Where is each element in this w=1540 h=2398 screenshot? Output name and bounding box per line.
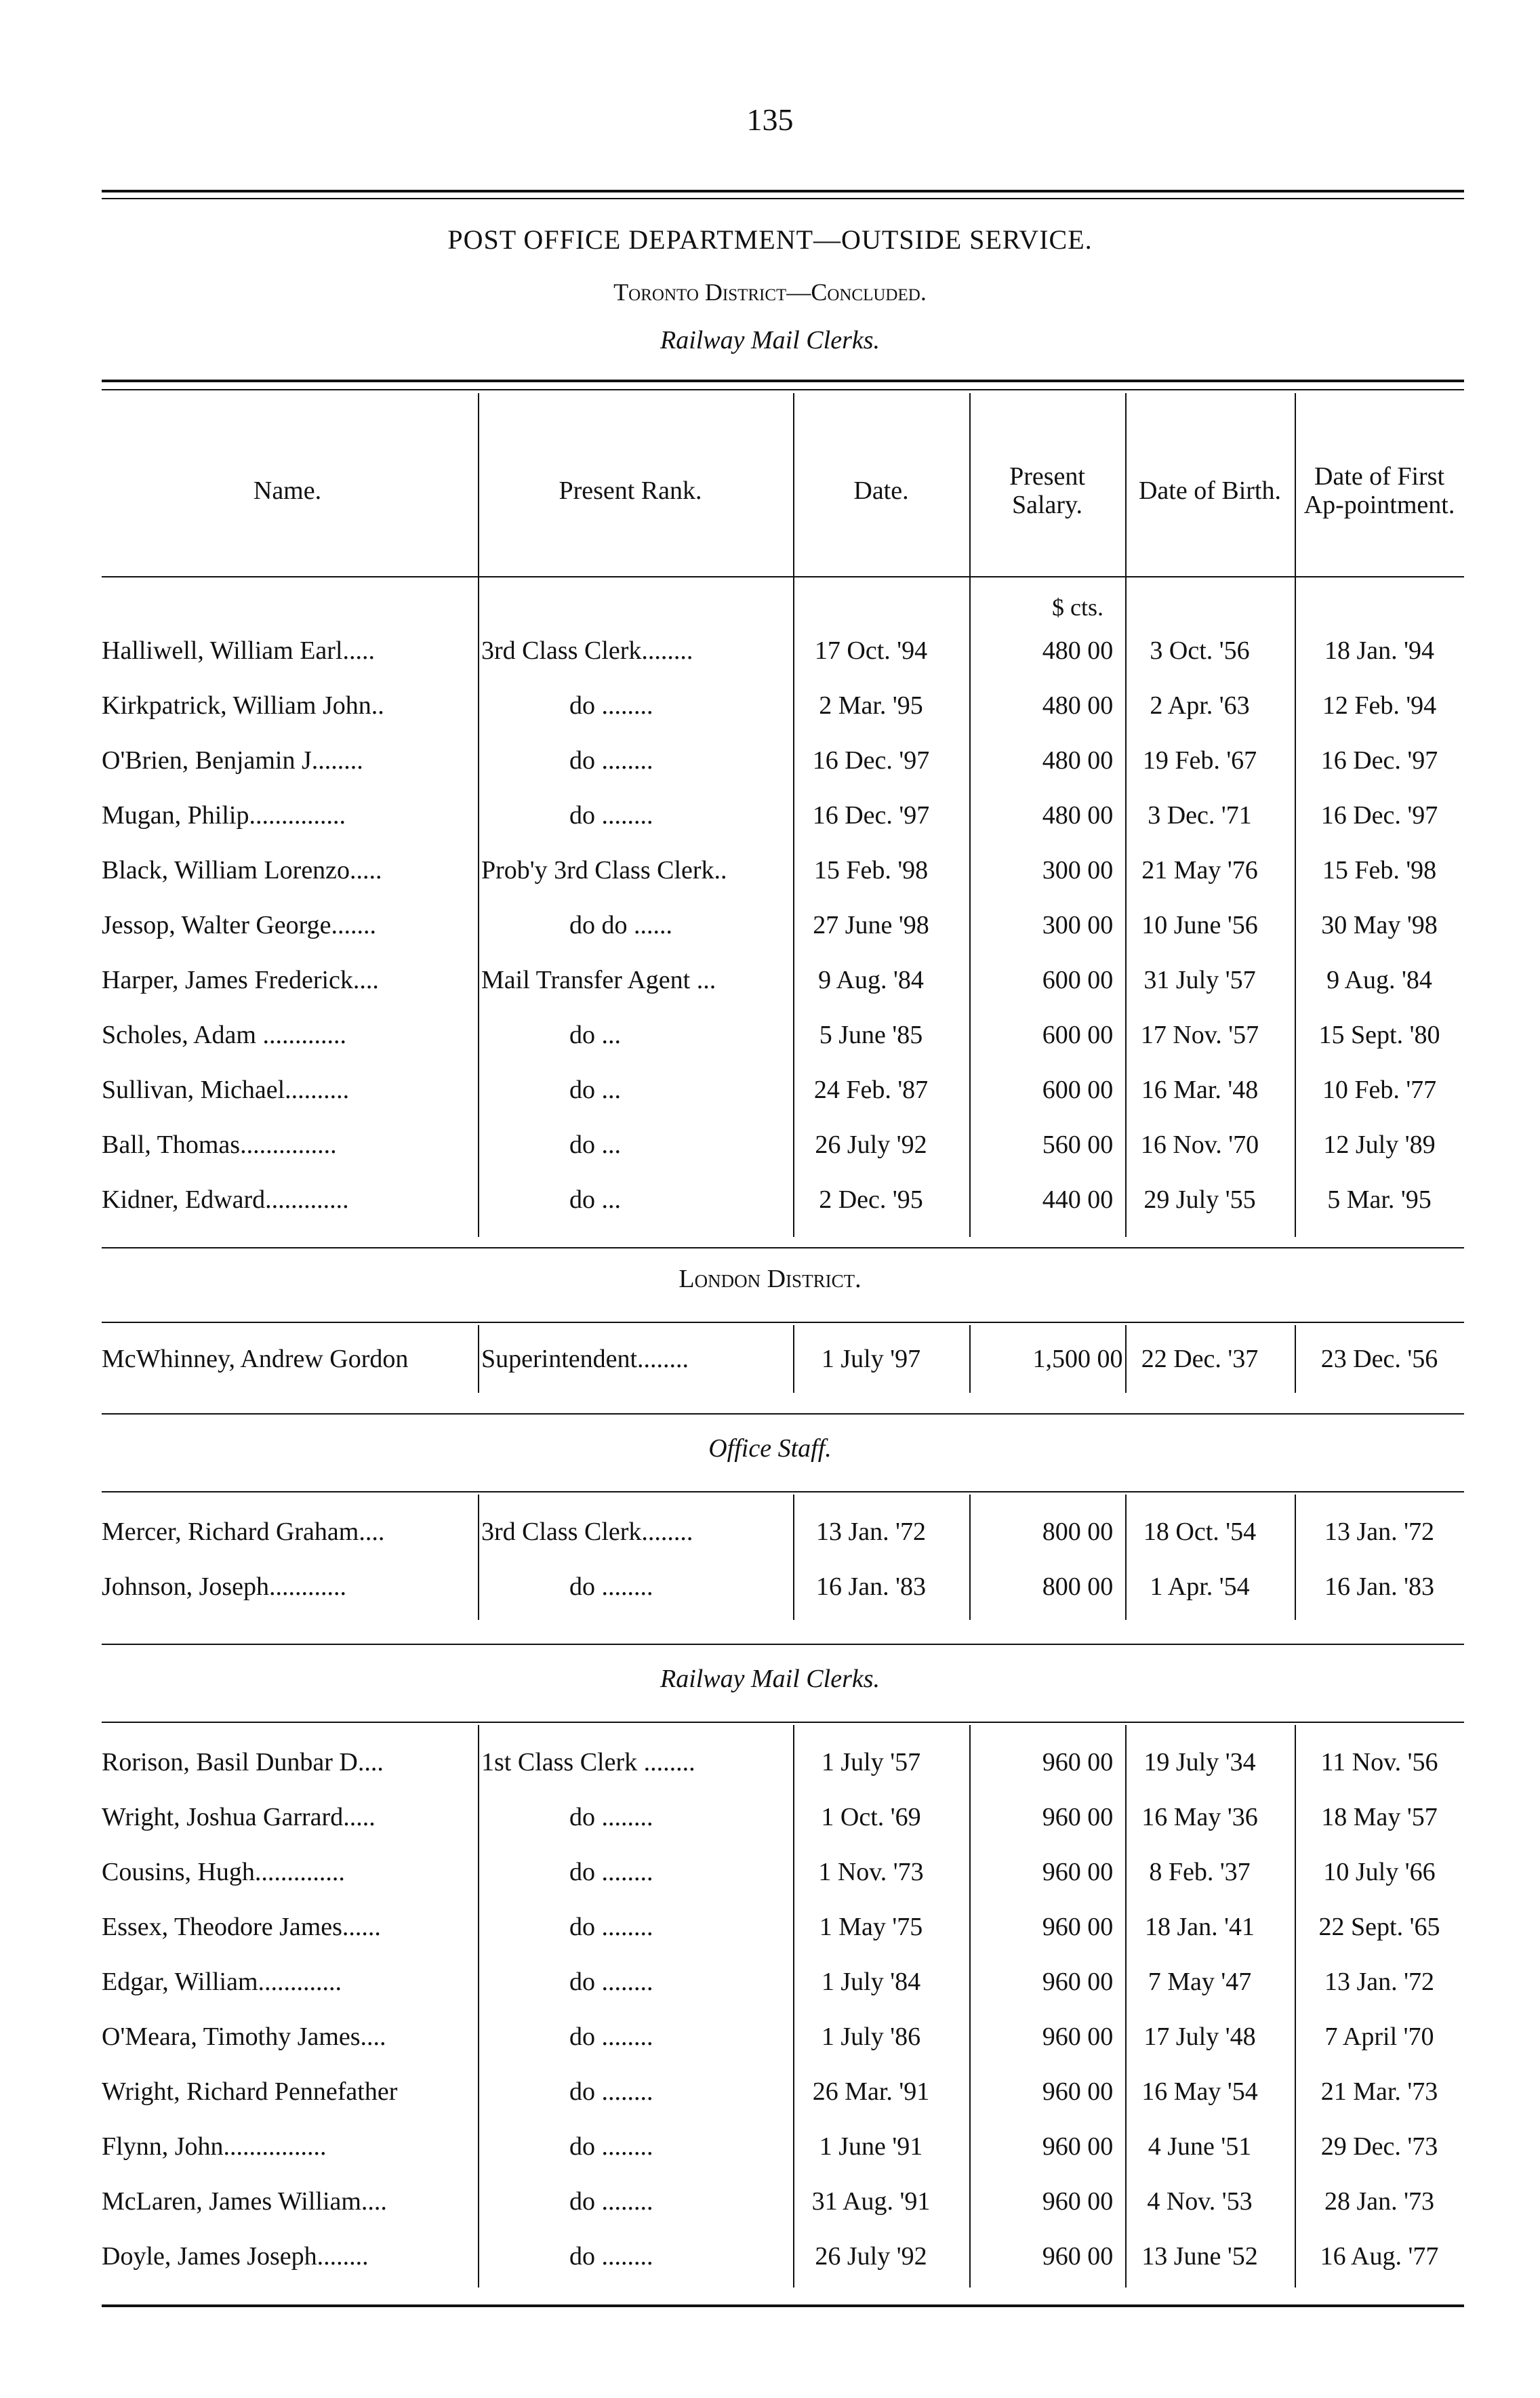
present-salary: 440 00	[1042, 1185, 1114, 1214]
present-rank: do do ......	[569, 911, 672, 939]
top-double-rule-inner	[102, 198, 1464, 199]
present-rank: do ........	[569, 1858, 653, 1886]
table-row	[102, 1008, 1464, 1062]
date-of-birth: 19 July '34	[1143, 1748, 1256, 1776]
col-header-salary: Present Salary.	[1009, 462, 1085, 519]
table-row	[102, 624, 1464, 678]
table-row	[102, 788, 1464, 842]
first-appointment-date: 23 Dec. '56	[1320, 1345, 1438, 1373]
first-appointment-date: 13 Jan. '72	[1324, 1518, 1434, 1546]
date-of-birth: 8 Feb. '37	[1149, 1858, 1251, 1886]
first-appointment-date: 5 Mar. '95	[1327, 1185, 1432, 1214]
first-appointment-date: 12 Feb. '94	[1322, 691, 1437, 720]
rank-date: 9 Aug. '84	[818, 966, 924, 994]
department-title: POST OFFICE DEPARTMENT—OUTSIDE SERVICE.	[447, 224, 1093, 255]
table-row	[102, 2174, 1464, 2229]
employee-name: Wright, Joshua Garrard.....	[102, 1803, 376, 1831]
section-subtitle: Railway Mail Clerks.	[660, 326, 880, 354]
date-of-birth: 16 Nov. '70	[1140, 1131, 1259, 1159]
office-staff-title: Office Staff.	[708, 1434, 832, 1463]
first-appointment-date: 12 July '89	[1323, 1131, 1436, 1159]
rank-date: 16 Jan. '83	[815, 1572, 926, 1601]
date-of-birth: 18 Oct. '54	[1143, 1518, 1257, 1546]
office-top-rule	[102, 1491, 1464, 1492]
present-salary: 800 00	[1042, 1518, 1114, 1546]
present-salary: 600 00	[1042, 1021, 1114, 1049]
employee-name: Rorison, Basil Dunbar D....	[102, 1748, 384, 1776]
rank-date: 26 July '92	[815, 2242, 927, 2271]
rank-date: 27 June '98	[813, 911, 929, 939]
present-salary: 300 00	[1042, 856, 1114, 885]
table-row	[102, 1118, 1464, 1172]
date-of-birth: 17 July '48	[1143, 2023, 1256, 2051]
present-rank: do ........	[569, 2242, 653, 2271]
present-rank: do ........	[569, 691, 653, 720]
london-district-title: London District.	[678, 1265, 862, 1293]
present-salary: 960 00	[1042, 1858, 1114, 1886]
table-row	[102, 2010, 1464, 2064]
rank-date: 15 Feb. '98	[813, 856, 929, 885]
table-row	[102, 843, 1464, 897]
date-of-birth: 31 July '57	[1143, 966, 1256, 994]
employee-name: Essex, Theodore James......	[102, 1913, 381, 1941]
date-of-birth: 29 July '55	[1143, 1185, 1256, 1214]
present-rank: 3rd Class Clerk........	[481, 1518, 693, 1546]
railway-mail-clerks-title: Railway Mail Clerks.	[660, 1665, 880, 1693]
rank-date: 2 Dec. '95	[819, 1185, 923, 1214]
present-salary: 480 00	[1042, 746, 1114, 775]
date-of-birth: 16 May '36	[1141, 1803, 1258, 1831]
present-salary: 480 00	[1042, 636, 1114, 665]
table-row	[102, 2119, 1464, 2174]
present-rank: Superintendent........	[481, 1345, 689, 1373]
rank-date: 26 Mar. '91	[812, 2077, 930, 2106]
rank-date: 1 July '86	[821, 2023, 921, 2051]
header-top-rule	[102, 380, 1464, 382]
present-rank: do ........	[569, 746, 653, 775]
employee-name: Kirkpatrick, William John..	[102, 691, 384, 720]
first-appointment-date: 10 Feb. '77	[1322, 1076, 1437, 1104]
employee-name: Halliwell, William Earl.....	[102, 636, 376, 665]
present-rank: do ........	[569, 2023, 653, 2051]
table-row	[102, 1173, 1464, 1227]
date-of-birth: 16 Mar. '48	[1141, 1076, 1259, 1104]
date-of-birth: 17 Nov. '57	[1140, 1021, 1259, 1049]
present-rank: do ........	[569, 1968, 653, 1996]
col-header-birth: Date of Birth.	[1138, 476, 1281, 506]
table-row	[102, 953, 1464, 1007]
col-header-first-appointment: Date of First Ap-pointment.	[1303, 462, 1455, 519]
rank-date: 1 Nov. '73	[818, 1858, 924, 1886]
rank-date: 5 June '85	[819, 1021, 923, 1049]
table-row	[102, 1560, 1464, 1614]
first-appointment-date: 15 Feb. '98	[1322, 856, 1437, 885]
table-row	[102, 1900, 1464, 1954]
london-top-rule	[102, 1322, 1464, 1323]
employee-name: Flynn, John................	[102, 2132, 327, 2161]
employee-name: Johnson, Joseph............	[102, 1572, 347, 1601]
rank-date: 16 Dec. '97	[812, 746, 930, 775]
present-salary: 600 00	[1042, 966, 1114, 994]
rank-date: 26 July '92	[815, 1131, 927, 1159]
present-salary: 960 00	[1042, 1748, 1114, 1776]
present-salary: 560 00	[1042, 1131, 1114, 1159]
date-of-birth: 21 May '76	[1141, 856, 1258, 885]
table-row	[102, 1845, 1464, 1899]
present-rank: do ...	[569, 1021, 621, 1049]
date-of-birth: 2 Apr. '63	[1150, 691, 1250, 720]
first-appointment-date: 18 May '57	[1321, 1803, 1438, 1831]
first-appointment-date: 7 April '70	[1324, 2023, 1434, 2051]
present-rank: do ........	[569, 2132, 653, 2161]
rank-date: 1 May '75	[819, 1913, 923, 1941]
col-header-date: Date.	[853, 476, 909, 506]
employee-name: Edgar, William.............	[102, 1968, 342, 1996]
table-row	[102, 2065, 1464, 2119]
date-of-birth: 22 Dec. '37	[1141, 1345, 1259, 1373]
date-of-birth: 13 June '52	[1141, 2242, 1258, 2271]
first-appointment-date: 16 Dec. '97	[1320, 746, 1438, 775]
col-header-rank: Present Rank.	[559, 476, 702, 506]
first-appointment-date: 9 Aug. '84	[1326, 966, 1432, 994]
employee-name: Black, William Lorenzo.....	[102, 856, 382, 885]
rank-date: 2 Mar. '95	[819, 691, 923, 720]
date-of-birth: 19 Feb. '67	[1142, 746, 1257, 775]
rank-date: 1 July '57	[821, 1748, 921, 1776]
header-bottom-rule	[102, 576, 1464, 577]
date-of-birth: 4 June '51	[1148, 2132, 1252, 2161]
railway-section-rule	[102, 1644, 1464, 1645]
employee-name: Kidner, Edward.............	[102, 1185, 349, 1214]
present-salary: 1,500 00	[1032, 1345, 1123, 1373]
first-appointment-date: 10 July '66	[1323, 1858, 1436, 1886]
present-rank: do ........	[569, 1803, 653, 1831]
present-salary: 480 00	[1042, 691, 1114, 720]
present-rank: do ...	[569, 1131, 621, 1159]
employee-name: Harper, James Frederick....	[102, 966, 379, 994]
table-row	[102, 1790, 1464, 1844]
employee-name: Jessop, Walter George.......	[102, 911, 377, 939]
employee-name: Doyle, James Joseph........	[102, 2242, 369, 2271]
present-rank: 1st Class Clerk ........	[481, 1748, 695, 1776]
table-row	[102, 1735, 1464, 1789]
salary-units: $ cts.	[1052, 594, 1103, 621]
district-title: Toronto District—Concluded.	[613, 279, 927, 306]
rank-date: 24 Feb. '87	[813, 1076, 929, 1104]
first-appointment-date: 15 Sept. '80	[1318, 1021, 1440, 1049]
present-rank: do ........	[569, 2187, 653, 2216]
present-salary: 960 00	[1042, 2023, 1114, 2051]
rank-date: 13 Jan. '72	[815, 1518, 926, 1546]
present-salary: 960 00	[1042, 2187, 1114, 2216]
rank-date: 1 July '97	[821, 1345, 921, 1373]
bottom-rule	[102, 2304, 1464, 2307]
railway-top-rule	[102, 1722, 1464, 1723]
office-section-rule	[102, 1413, 1464, 1415]
employee-name: Cousins, Hugh..............	[102, 1858, 345, 1886]
rank-date: 1 Oct. '69	[821, 1803, 921, 1831]
first-appointment-date: 28 Jan. '73	[1324, 2187, 1434, 2216]
present-salary: 960 00	[1042, 2077, 1114, 2106]
col-header-name: Name.	[253, 476, 322, 506]
present-salary: 960 00	[1042, 2132, 1114, 2161]
first-appointment-date: 16 Dec. '97	[1320, 801, 1438, 830]
date-of-birth: 10 June '56	[1141, 911, 1258, 939]
employee-name: Mugan, Philip...............	[102, 801, 346, 830]
first-appointment-date: 11 Nov. '56	[1320, 1748, 1438, 1776]
date-of-birth: 7 May '47	[1148, 1968, 1252, 1996]
table-row	[102, 678, 1464, 733]
present-rank: do ........	[569, 1913, 653, 1941]
present-rank: 3rd Class Clerk........	[481, 636, 693, 665]
employee-name: O'Meara, Timothy James....	[102, 2023, 386, 2051]
present-rank: do ........	[569, 1572, 653, 1601]
present-salary: 800 00	[1042, 1572, 1114, 1601]
table-row	[102, 1332, 1464, 1386]
present-salary: 960 00	[1042, 1968, 1114, 1996]
rank-date: 31 Aug. '91	[811, 2187, 931, 2216]
table-row	[102, 1063, 1464, 1117]
rank-date: 16 Dec. '97	[812, 801, 930, 830]
table-row	[102, 1955, 1464, 2009]
employee-name: Scholes, Adam .............	[102, 1021, 346, 1049]
employee-name: O'Brien, Benjamin J........	[102, 746, 363, 775]
present-rank: Prob'y 3rd Class Clerk..	[481, 856, 727, 885]
table-row	[102, 2229, 1464, 2283]
first-appointment-date: 18 Jan. '94	[1324, 636, 1434, 665]
present-salary: 600 00	[1042, 1076, 1114, 1104]
table-row	[102, 1505, 1464, 1559]
date-of-birth: 4 Nov. '53	[1147, 2187, 1253, 2216]
present-salary: 300 00	[1042, 911, 1114, 939]
present-rank: do ...	[569, 1076, 621, 1104]
employee-name: McWhinney, Andrew Gordon	[102, 1345, 409, 1373]
present-rank: do ...	[569, 1185, 621, 1214]
present-salary: 480 00	[1042, 801, 1114, 830]
first-appointment-date: 30 May '98	[1321, 911, 1438, 939]
present-salary: 960 00	[1042, 1803, 1114, 1831]
date-of-birth: 3 Oct. '56	[1150, 636, 1250, 665]
employee-name: Sullivan, Michael..........	[102, 1076, 350, 1104]
first-appointment-date: 21 Mar. '73	[1320, 2077, 1438, 2106]
date-of-birth: 16 May '54	[1141, 2077, 1258, 2106]
present-rank: do ........	[569, 2077, 653, 2106]
present-salary: 960 00	[1042, 1913, 1114, 1941]
rank-date: 1 June '91	[819, 2132, 923, 2161]
present-rank: Mail Transfer Agent ...	[481, 966, 716, 994]
rank-date: 17 Oct. '94	[814, 636, 928, 665]
date-of-birth: 3 Dec. '71	[1148, 801, 1252, 830]
table-row	[102, 898, 1464, 952]
employee-name: Mercer, Richard Graham....	[102, 1518, 385, 1546]
rank-date: 1 July '84	[821, 1968, 921, 1996]
employee-name: Ball, Thomas...............	[102, 1131, 337, 1159]
first-appointment-date: 16 Aug. '77	[1320, 2242, 1439, 2271]
first-appointment-date: 13 Jan. '72	[1324, 1968, 1434, 1996]
page-number: 135	[746, 102, 794, 137]
employee-name: Wright, Richard Pennefather	[102, 2077, 398, 2106]
london-section-rule	[102, 1247, 1464, 1248]
table-row	[102, 733, 1464, 788]
date-of-birth: 1 Apr. '54	[1150, 1572, 1250, 1601]
first-appointment-date: 29 Dec. '73	[1320, 2132, 1438, 2161]
first-appointment-date: 22 Sept. '65	[1318, 1913, 1440, 1941]
present-rank: do ........	[569, 801, 653, 830]
first-appointment-date: 16 Jan. '83	[1324, 1572, 1434, 1601]
top-double-rule	[102, 190, 1464, 192]
date-of-birth: 18 Jan. '41	[1144, 1913, 1255, 1941]
header-top-rule-inner	[102, 389, 1464, 390]
present-salary: 960 00	[1042, 2242, 1114, 2271]
employee-name: McLaren, James William....	[102, 2187, 387, 2216]
